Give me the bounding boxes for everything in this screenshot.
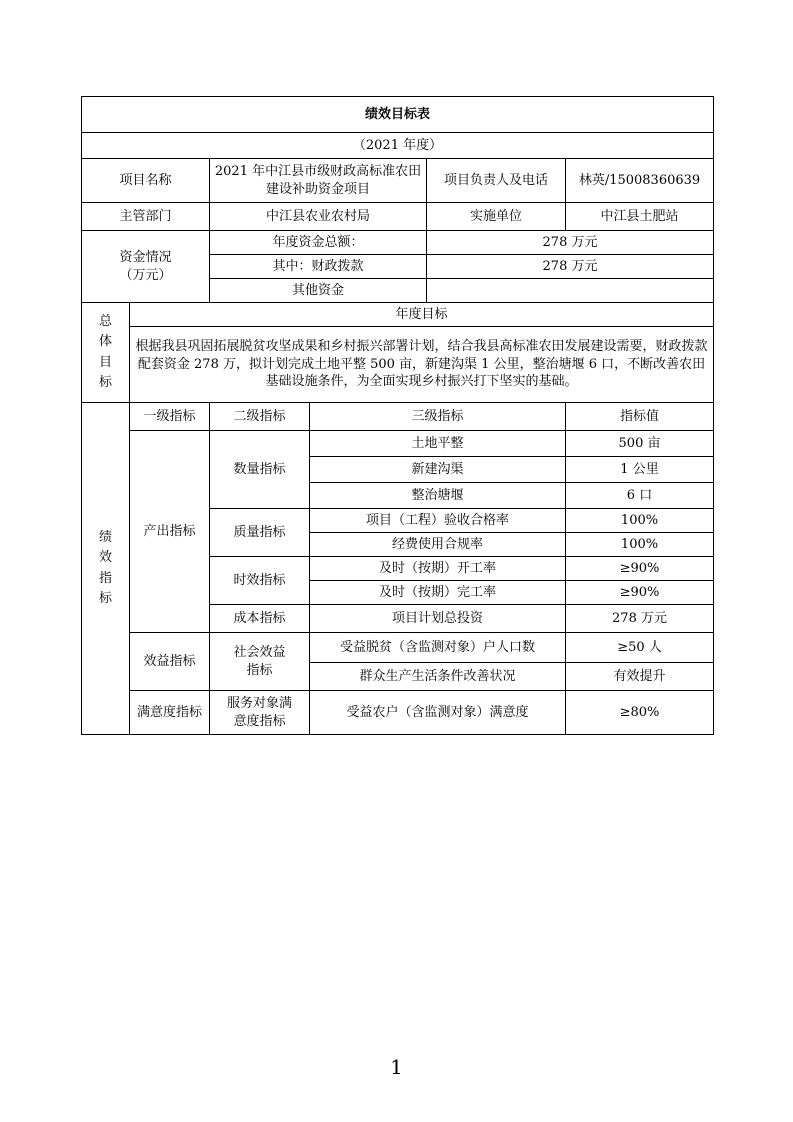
dept-label: 主管部门	[82, 203, 210, 231]
service-satisfaction-label	[210, 691, 310, 735]
indicators-side-label	[82, 403, 130, 735]
quality-indicator-label: 质量指标	[210, 509, 310, 557]
project-name-label: 项目名称	[82, 159, 210, 203]
indicator-name: 受益脱贫（含监测对象）户人口数	[310, 633, 566, 663]
indicator-value: ≥90%	[566, 581, 714, 605]
page-number: 1	[390, 1055, 403, 1079]
goal-text: 根据我县巩固拓展脱贫攻坚成果和乡村振兴部署计划，结合我县高标准农田发展建设需要，财政拨款配套资金 278 万，拟计划完成土地平整 500 亩，新建沟渠 1 公里，整治塘堰 6 口，不断改善农田基础设施条件，为全面实现乡村振兴打下坚实的基础。	[130, 327, 714, 403]
indicator-name: 项目计划总投资	[310, 605, 566, 633]
goal-header: 年度目标	[130, 303, 714, 327]
funds-label-text: 资金情况（万元）	[119, 249, 172, 283]
satisfaction-indicator-label: 满意度指标	[130, 691, 210, 735]
header-level1: 一级指标	[130, 403, 210, 431]
funds-label	[82, 231, 210, 303]
indicator-name: 项目（工程）验收合格率	[310, 509, 566, 533]
indicator-value: ≥90%	[566, 557, 714, 581]
indicator-name: 新建沟渠	[310, 457, 566, 483]
funds-total-label: 年度资金总额：	[210, 231, 427, 255]
service-satisfaction-label-text: 服务对象满意度指标	[226, 695, 292, 729]
funds-other-value	[427, 279, 714, 303]
project-name-value: 2021 年中江县市级财政高标准农田建设补助资金项目	[210, 159, 427, 203]
cost-indicator-label: 成本指标	[210, 605, 310, 633]
header-value: 指标值	[566, 403, 714, 431]
indicator-value: ≥50 人	[566, 633, 714, 663]
goal-side-label	[82, 303, 130, 403]
time-indicator-label: 时效指标	[210, 557, 310, 605]
funds-fiscal-value: 278 万元	[427, 255, 714, 279]
indicator-value: 278 万元	[566, 605, 714, 633]
impl-unit-label: 实施单位	[427, 203, 566, 231]
quantity-indicator-label: 数量指标	[210, 431, 310, 509]
dept-value: 中江县农业农村局	[210, 203, 427, 231]
project-owner-label: 项目负责人及电话	[427, 159, 566, 203]
output-indicator-label: 产出指标	[130, 431, 210, 633]
indicator-value: 100%	[566, 533, 714, 557]
indicator-name: 整治塘堰	[310, 483, 566, 509]
benefit-indicator-label: 效益指标	[130, 633, 210, 691]
indicator-name: 群众生产生活条件改善状况	[310, 663, 566, 691]
indicator-value: 有效提升	[566, 663, 714, 691]
social-benefit-label-text: 社会效益指标	[233, 644, 286, 678]
header-level2: 二级指标	[210, 403, 310, 431]
indicator-name: 经费使用合规率	[310, 533, 566, 557]
indicator-name: 受益农户（含监测对象）满意度	[310, 691, 566, 735]
project-owner-value: 林英/15008360639	[566, 159, 714, 203]
funds-other-label: 其他资金	[210, 279, 427, 303]
performance-goal-table	[81, 96, 714, 735]
header-level3: 三级指标	[310, 403, 566, 431]
indicator-name: 及时（按期）开工率	[310, 557, 566, 581]
indicator-value: 1 公里	[566, 457, 714, 483]
table-title: 绩效目标表	[82, 97, 714, 133]
indicator-name: 及时（按期）完工率	[310, 581, 566, 605]
funds-total-value: 278 万元	[427, 231, 714, 255]
indicator-value: 500 亩	[566, 431, 714, 457]
indicator-value: 6 口	[566, 483, 714, 509]
indicator-name: 土地平整	[310, 431, 566, 457]
year-label: （2021 年度）	[82, 133, 714, 159]
goal-side-label-text: 总体目标	[98, 314, 112, 390]
social-benefit-label	[210, 633, 310, 691]
indicator-value: 100%	[566, 509, 714, 533]
funds-fiscal-label: 其中：财政拨款	[210, 255, 427, 279]
impl-unit-value: 中江县土肥站	[566, 203, 714, 231]
indicators-side-label-text: 绩效指标	[98, 530, 112, 606]
indicator-value: ≥80%	[566, 691, 714, 735]
